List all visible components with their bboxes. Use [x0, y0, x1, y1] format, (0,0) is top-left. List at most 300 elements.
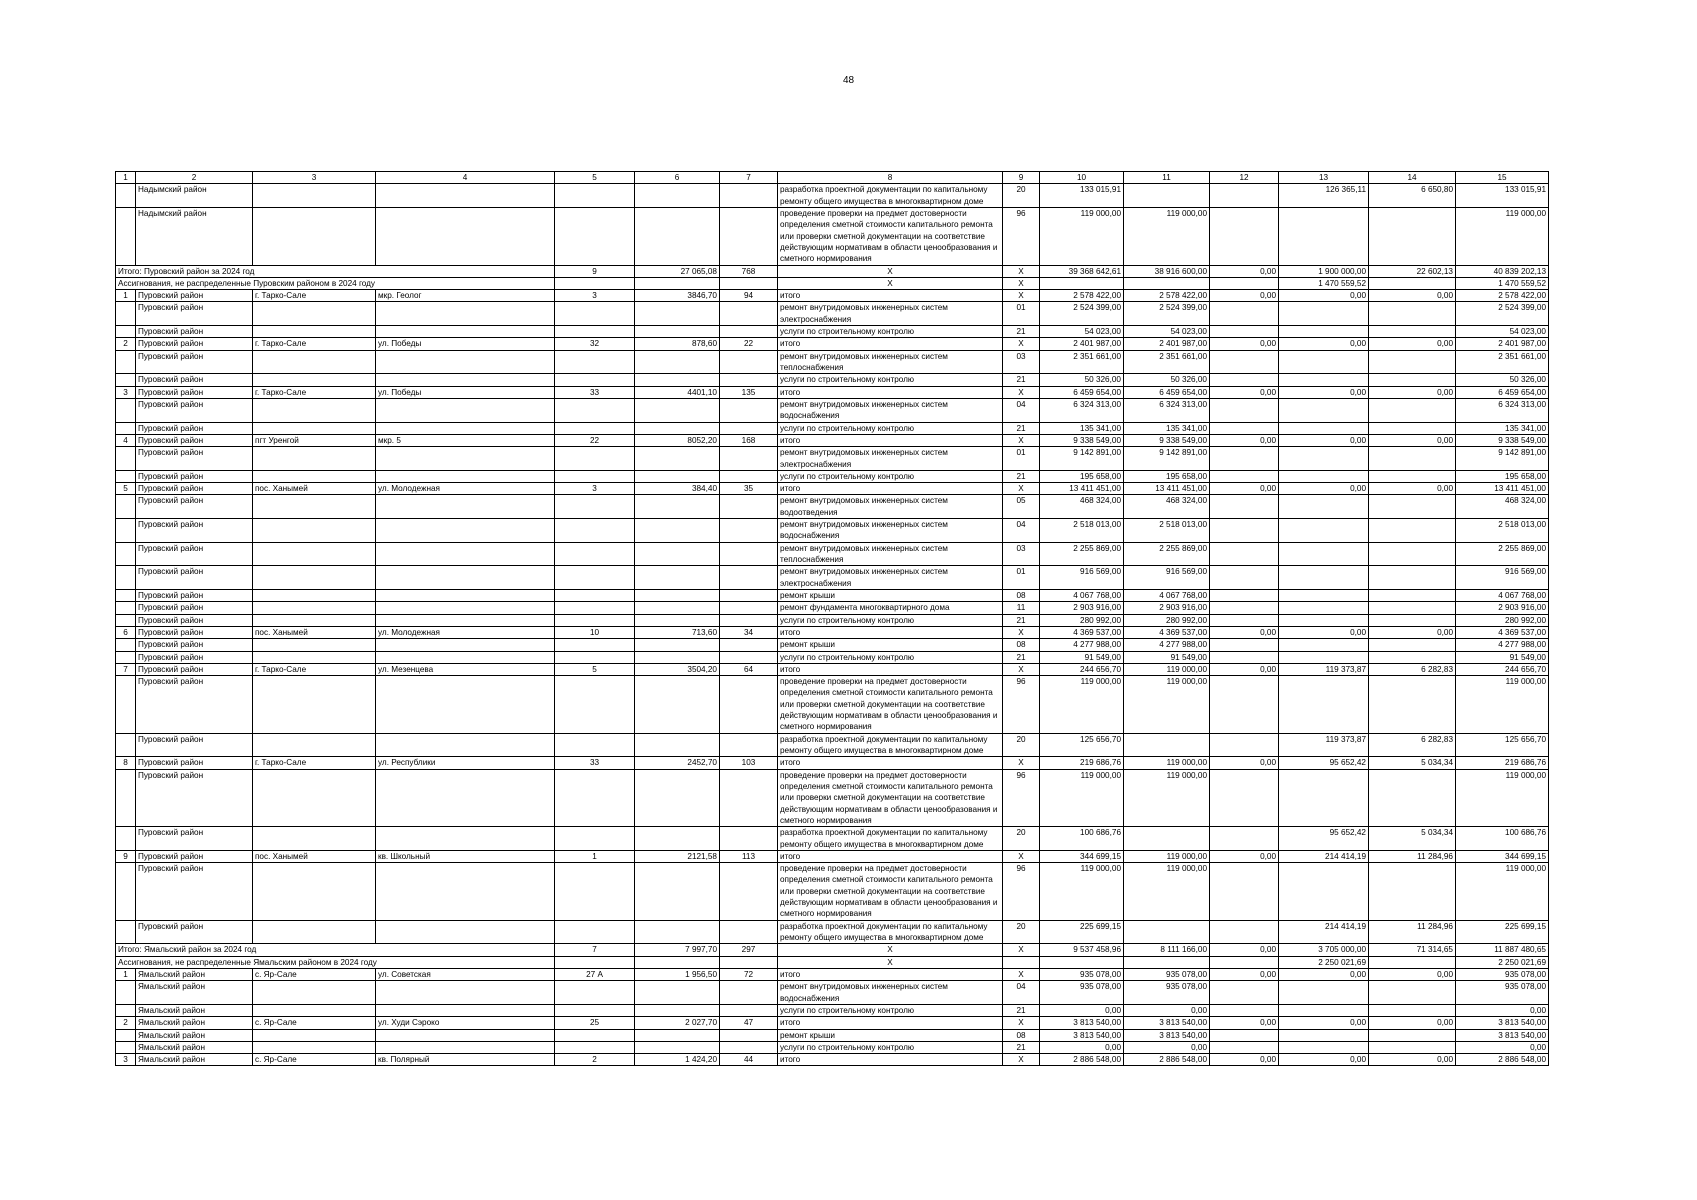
table-row	[116, 757, 1549, 769]
table-cell	[253, 470, 376, 482]
table-cell	[720, 447, 778, 471]
table-cell	[116, 422, 136, 434]
table-cell: 4 277 988,00	[1456, 639, 1549, 651]
table-cell: итого	[778, 663, 1003, 675]
table-cell: пгт Уренгой	[253, 434, 376, 446]
table-cell: 0,00	[1210, 386, 1279, 398]
table-cell: кв. Полярный	[376, 1054, 555, 1066]
table-cell: 0,00	[1210, 850, 1279, 862]
table-cell: 21	[1003, 326, 1040, 338]
table-cell	[116, 602, 136, 614]
column-header: 15	[1456, 172, 1549, 184]
table-cell: 119 000,00	[1040, 207, 1124, 265]
table-cell	[376, 1041, 555, 1053]
table-cell: 2 351 661,00	[1456, 350, 1549, 374]
table-cell	[720, 350, 778, 374]
table-cell	[1124, 184, 1210, 208]
table-cell: 468 324,00	[1040, 495, 1124, 519]
table-cell	[1279, 639, 1369, 651]
table-cell	[555, 956, 635, 968]
table-cell: Ямальский район	[136, 1017, 253, 1029]
table-cell	[720, 920, 778, 944]
table-cell: 6 282,83	[1369, 733, 1456, 757]
table-cell: 100 686,76	[1040, 827, 1124, 851]
table-cell	[720, 639, 778, 651]
table-cell: 8052,20	[635, 434, 720, 446]
table-cell	[253, 422, 376, 434]
table-cell	[376, 326, 555, 338]
table-cell	[253, 519, 376, 543]
table-cell: 01	[1003, 566, 1040, 590]
table-cell: 3	[116, 1054, 136, 1066]
table-cell: ремонт внутридомовых инженерных систем водоснабжения	[778, 981, 1003, 1005]
table-cell: 119 000,00	[1124, 769, 1210, 827]
table-cell: услуги по строительному контролю	[778, 1041, 1003, 1053]
table-cell: 50 326,00	[1124, 374, 1210, 386]
table-cell: 47	[720, 1017, 778, 1029]
table-cell: Пуровский район	[136, 626, 253, 638]
table-cell: 0,00	[1279, 386, 1369, 398]
table-cell	[555, 302, 635, 326]
table-cell: 119 000,00	[1040, 676, 1124, 734]
table-cell	[1369, 447, 1456, 471]
table-cell: итого	[778, 626, 1003, 638]
table-cell	[116, 639, 136, 651]
table-cell: 135 341,00	[1040, 422, 1124, 434]
table-cell	[376, 651, 555, 663]
table-cell	[1210, 956, 1279, 968]
table-cell	[376, 302, 555, 326]
table-cell: ул. Победы	[376, 338, 555, 350]
table-cell	[116, 207, 136, 265]
table-cell	[720, 495, 778, 519]
table-cell: 119 000,00	[1456, 207, 1549, 265]
table-cell: 54 023,00	[1456, 326, 1549, 338]
table-row	[116, 519, 1549, 543]
table-cell: услуги по строительному контролю	[778, 1004, 1003, 1016]
table-cell: г. Тарко-Сале	[253, 663, 376, 675]
table-cell: 3	[555, 483, 635, 495]
table-cell	[1210, 542, 1279, 566]
table-cell	[1369, 589, 1456, 601]
table-cell	[1369, 863, 1456, 921]
table-cell: Пуровский район	[136, 398, 253, 422]
table-row	[116, 290, 1549, 302]
table-cell	[116, 733, 136, 757]
table-cell	[1369, 602, 1456, 614]
table-cell	[116, 863, 136, 921]
table-cell: 6	[116, 626, 136, 638]
table-cell: 2 255 869,00	[1124, 542, 1210, 566]
table-cell: 2 518 013,00	[1040, 519, 1124, 543]
table-cell	[1369, 207, 1456, 265]
table-cell: X	[1003, 626, 1040, 638]
table-cell	[253, 447, 376, 471]
table-cell	[635, 184, 720, 208]
table-cell: X	[1003, 277, 1040, 289]
table-cell: 2 401 987,00	[1040, 338, 1124, 350]
table-cell	[1210, 614, 1279, 626]
table-cell	[376, 495, 555, 519]
table-cell	[253, 184, 376, 208]
table-cell	[635, 302, 720, 326]
table-row	[116, 1029, 1549, 1041]
table-cell	[1279, 1029, 1369, 1041]
table-cell: 6 459 654,00	[1456, 386, 1549, 398]
table-cell	[253, 398, 376, 422]
table-cell	[376, 769, 555, 827]
table-cell: итого	[778, 1017, 1003, 1029]
table-cell: итого	[778, 483, 1003, 495]
table-cell	[116, 651, 136, 663]
column-header: 1	[116, 172, 136, 184]
table-row	[116, 350, 1549, 374]
table-cell: 133 015,91	[1040, 184, 1124, 208]
table-cell	[720, 422, 778, 434]
table-cell: г. Тарко-Сале	[253, 290, 376, 302]
table-cell: 119 000,00	[1040, 769, 1124, 827]
table-cell	[635, 1029, 720, 1041]
table-cell: 119 000,00	[1124, 850, 1210, 862]
table-cell: ремонт крыши	[778, 1029, 1003, 1041]
table-cell	[1279, 447, 1369, 471]
table-cell	[116, 981, 136, 1005]
table-cell: проведение проверки на предмет достоверности определения сметной стоимости капитального ремонта или проверки сметной документации на соответствие действующим нормативам в области ценообразования и сметного нормирования	[778, 676, 1003, 734]
table-cell: 21	[1003, 651, 1040, 663]
table-cell: мкр. 5	[376, 434, 555, 446]
capital-repair-register-table	[115, 171, 1549, 1066]
table-cell	[635, 519, 720, 543]
table-cell	[720, 398, 778, 422]
table-cell: 713,60	[635, 626, 720, 638]
table-cell	[1369, 519, 1456, 543]
table-cell: 2 351 661,00	[1124, 350, 1210, 374]
table-cell: итого	[778, 338, 1003, 350]
table-cell: пос. Ханымей	[253, 483, 376, 495]
table-cell: 1 424,20	[635, 1054, 720, 1066]
table-cell	[1369, 981, 1456, 1005]
table-cell	[376, 639, 555, 651]
table-cell	[253, 1004, 376, 1016]
table-cell: 7	[116, 663, 136, 675]
table-cell: 3 813 540,00	[1124, 1017, 1210, 1029]
table-cell	[253, 614, 376, 626]
table-cell: 05	[1003, 495, 1040, 519]
table-cell: 39 368 642,61	[1040, 265, 1124, 277]
table-cell	[720, 519, 778, 543]
table-cell: 4 369 537,00	[1040, 626, 1124, 638]
table-cell: ул. Победы	[376, 386, 555, 398]
table-cell: 119 000,00	[1124, 757, 1210, 769]
table-cell: 96	[1003, 207, 1040, 265]
table-cell: 133 015,91	[1456, 184, 1549, 208]
table-cell: 6 324 313,00	[1040, 398, 1124, 422]
table-cell: разработка проектной документации по капитальному ремонту общего имущества в многоквартирном доме	[778, 920, 1003, 944]
table-cell	[253, 350, 376, 374]
table-cell	[116, 447, 136, 471]
table-cell	[376, 981, 555, 1005]
table-cell	[635, 326, 720, 338]
table-cell	[253, 566, 376, 590]
table-cell	[635, 981, 720, 1005]
table-cell	[376, 184, 555, 208]
table-cell: 135 341,00	[1456, 422, 1549, 434]
table-cell: 113	[720, 850, 778, 862]
table-cell: 3 813 540,00	[1040, 1017, 1124, 1029]
column-header: 14	[1369, 172, 1456, 184]
table-cell: 95 652,42	[1279, 827, 1369, 851]
table-cell: 03	[1003, 350, 1040, 374]
table-cell: 0,00	[1369, 968, 1456, 980]
table-cell: 8	[116, 757, 136, 769]
table-cell: 280 992,00	[1124, 614, 1210, 626]
table-cell	[376, 602, 555, 614]
table-cell	[1279, 769, 1369, 827]
table-cell: 04	[1003, 981, 1040, 1005]
table-cell	[1003, 956, 1040, 968]
table-cell: 0,00	[1279, 1017, 1369, 1029]
table-cell: 125 656,70	[1456, 733, 1549, 757]
table-cell	[720, 602, 778, 614]
table-cell	[555, 519, 635, 543]
table-cell: 9 338 549,00	[1456, 434, 1549, 446]
table-cell: 13 411 451,00	[1456, 483, 1549, 495]
table-cell	[555, 639, 635, 651]
table-cell	[253, 863, 376, 921]
table-cell	[555, 374, 635, 386]
table-cell: проведение проверки на предмет достоверности определения сметной стоимости капитального ремонта или проверки сметной документации на соответствие действующим нормативам в области ценообразования и сметного нормирования	[778, 207, 1003, 265]
table-cell	[635, 651, 720, 663]
table-cell	[1210, 184, 1279, 208]
table-cell	[555, 827, 635, 851]
table-cell: 8 111 166,00	[1124, 944, 1210, 956]
table-row	[116, 850, 1549, 862]
table-cell	[720, 542, 778, 566]
table-cell	[720, 277, 778, 289]
table-cell: 96	[1003, 769, 1040, 827]
table-cell	[116, 827, 136, 851]
table-cell	[253, 769, 376, 827]
table-cell: услуги по строительному контролю	[778, 470, 1003, 482]
table-cell: 0,00	[1210, 663, 1279, 675]
table-cell	[635, 920, 720, 944]
table-row	[116, 1041, 1549, 1053]
table-cell	[1040, 277, 1124, 289]
table-cell	[555, 326, 635, 338]
table-cell: 2 401 987,00	[1124, 338, 1210, 350]
table-cell	[253, 207, 376, 265]
table-cell: Пуровский район	[136, 920, 253, 944]
summary-row	[116, 265, 1549, 277]
table-cell	[635, 277, 720, 289]
table-cell: 0,00	[1210, 944, 1279, 956]
table-cell	[720, 981, 778, 1005]
table-cell	[720, 651, 778, 663]
table-cell	[253, 981, 376, 1005]
table-cell: Ямальский район	[136, 968, 253, 980]
table-cell: 2	[116, 338, 136, 350]
table-cell	[1279, 589, 1369, 601]
table-cell: X	[778, 277, 1003, 289]
table-cell	[1124, 827, 1210, 851]
table-cell: 2	[555, 1054, 635, 1066]
table-cell: 119 000,00	[1456, 863, 1549, 921]
table-cell: X	[1003, 434, 1040, 446]
table-cell	[1369, 350, 1456, 374]
table-cell	[253, 733, 376, 757]
table-cell: 244 656,70	[1040, 663, 1124, 675]
table-cell: 280 992,00	[1456, 614, 1549, 626]
table-cell: 2 250 021,69	[1279, 956, 1369, 968]
table-cell: 119 373,87	[1279, 663, 1369, 675]
table-cell	[376, 676, 555, 734]
table-cell	[720, 1041, 778, 1053]
table-cell	[376, 733, 555, 757]
table-cell	[720, 184, 778, 208]
table-cell	[376, 589, 555, 601]
table-cell: X	[1003, 265, 1040, 277]
table-cell: 38 916 600,00	[1124, 265, 1210, 277]
table-cell	[253, 302, 376, 326]
table-cell: 3 813 540,00	[1040, 1029, 1124, 1041]
table-cell	[720, 676, 778, 734]
table-cell: ремонт внутридомовых инженерных систем теплоснабжения	[778, 542, 1003, 566]
table-cell: 21	[1003, 470, 1040, 482]
table-cell: 13 411 451,00	[1040, 483, 1124, 495]
table-cell	[1369, 769, 1456, 827]
table-cell: 2 886 548,00	[1040, 1054, 1124, 1066]
table-cell	[555, 589, 635, 601]
table-cell: Пуровский район	[136, 639, 253, 651]
table-cell: 1	[116, 290, 136, 302]
table-cell: г. Тарко-Сале	[253, 757, 376, 769]
table-cell: 72	[720, 968, 778, 980]
table-cell: 9 537 458,96	[1040, 944, 1124, 956]
table-cell	[253, 542, 376, 566]
table-cell: ремонт крыши	[778, 639, 1003, 651]
table-cell	[555, 1041, 635, 1053]
table-cell: итого	[778, 968, 1003, 980]
table-cell	[116, 495, 136, 519]
table-cell: 0,00	[1124, 1041, 1210, 1053]
table-cell: Пуровский район	[136, 495, 253, 519]
table-cell: Пуровский район	[136, 589, 253, 601]
table-cell	[555, 676, 635, 734]
table-cell: услуги по строительному контролю	[778, 422, 1003, 434]
table-cell	[555, 447, 635, 471]
table-cell: 0,00	[1456, 1004, 1549, 1016]
table-cell	[1210, 447, 1279, 471]
table-cell: 3846,70	[635, 290, 720, 302]
table-row	[116, 398, 1549, 422]
table-cell: 33	[555, 757, 635, 769]
table-cell: итого	[778, 434, 1003, 446]
table-cell: 08	[1003, 589, 1040, 601]
table-row	[116, 920, 1549, 944]
table-cell: Ямальский район	[136, 1004, 253, 1016]
table-cell	[116, 374, 136, 386]
table-cell: 468 324,00	[1124, 495, 1210, 519]
table-cell: 2 518 013,00	[1124, 519, 1210, 543]
table-cell: 40 839 202,13	[1456, 265, 1549, 277]
table-cell: X	[1003, 1017, 1040, 1029]
summary-label: Итого: Ямальский район за 2024 год	[116, 944, 555, 956]
table-cell: 916 569,00	[1040, 566, 1124, 590]
table-cell	[116, 1004, 136, 1016]
table-cell: итого	[778, 757, 1003, 769]
table-cell	[1210, 733, 1279, 757]
table-cell	[1369, 374, 1456, 386]
table-cell	[555, 1029, 635, 1041]
table-cell: 21	[1003, 422, 1040, 434]
table-cell: 95 652,42	[1279, 757, 1369, 769]
table-cell	[1369, 651, 1456, 663]
table-cell: ул. Молодежная	[376, 483, 555, 495]
table-cell: 0,00	[1210, 265, 1279, 277]
table-cell	[253, 1041, 376, 1053]
column-header: 4	[376, 172, 555, 184]
table-cell: с. Яр-Сале	[253, 1017, 376, 1029]
table-cell: 25	[555, 1017, 635, 1029]
table-cell: Пуровский район	[136, 827, 253, 851]
table-cell: 135	[720, 386, 778, 398]
table-cell: 4 277 988,00	[1040, 639, 1124, 651]
table-cell: X	[1003, 290, 1040, 302]
table-row	[116, 302, 1549, 326]
table-cell	[1210, 207, 1279, 265]
table-cell: 1	[116, 968, 136, 980]
table-cell	[376, 542, 555, 566]
table-cell	[116, 398, 136, 422]
table-cell: 2 027,70	[635, 1017, 720, 1029]
table-cell	[116, 1029, 136, 1041]
table-row	[116, 626, 1549, 638]
table-cell: 344 699,15	[1456, 850, 1549, 862]
table-cell: 21	[1003, 374, 1040, 386]
table-cell: 225 699,15	[1456, 920, 1549, 944]
table-cell: Пуровский район	[136, 434, 253, 446]
table-cell	[720, 956, 778, 968]
table-cell: Пуровский район	[136, 676, 253, 734]
table-cell	[253, 374, 376, 386]
table-cell: 3	[555, 290, 635, 302]
table-cell	[376, 827, 555, 851]
table-row	[116, 663, 1549, 675]
column-header: 2	[136, 172, 253, 184]
table-cell	[1369, 302, 1456, 326]
table-cell: 219 686,76	[1040, 757, 1124, 769]
table-cell: 2 886 548,00	[1456, 1054, 1549, 1066]
table-cell: Пуровский район	[136, 863, 253, 921]
table-cell: 916 569,00	[1124, 566, 1210, 590]
table-cell: 20	[1003, 827, 1040, 851]
table-cell	[376, 920, 555, 944]
table-cell: с. Яр-Сале	[253, 968, 376, 980]
table-cell	[1210, 350, 1279, 374]
table-cell	[376, 398, 555, 422]
table-cell: услуги по строительному контролю	[778, 614, 1003, 626]
column-header: 5	[555, 172, 635, 184]
table-cell	[1210, 920, 1279, 944]
table-cell: 0,00	[1210, 290, 1279, 302]
table-cell	[1210, 1004, 1279, 1016]
table-cell: 3 813 540,00	[1456, 1017, 1549, 1029]
table-cell	[635, 827, 720, 851]
table-cell: 0,00	[1369, 1017, 1456, 1029]
table-cell: 22 602,13	[1369, 265, 1456, 277]
table-cell	[116, 1041, 136, 1053]
table-cell	[1210, 863, 1279, 921]
